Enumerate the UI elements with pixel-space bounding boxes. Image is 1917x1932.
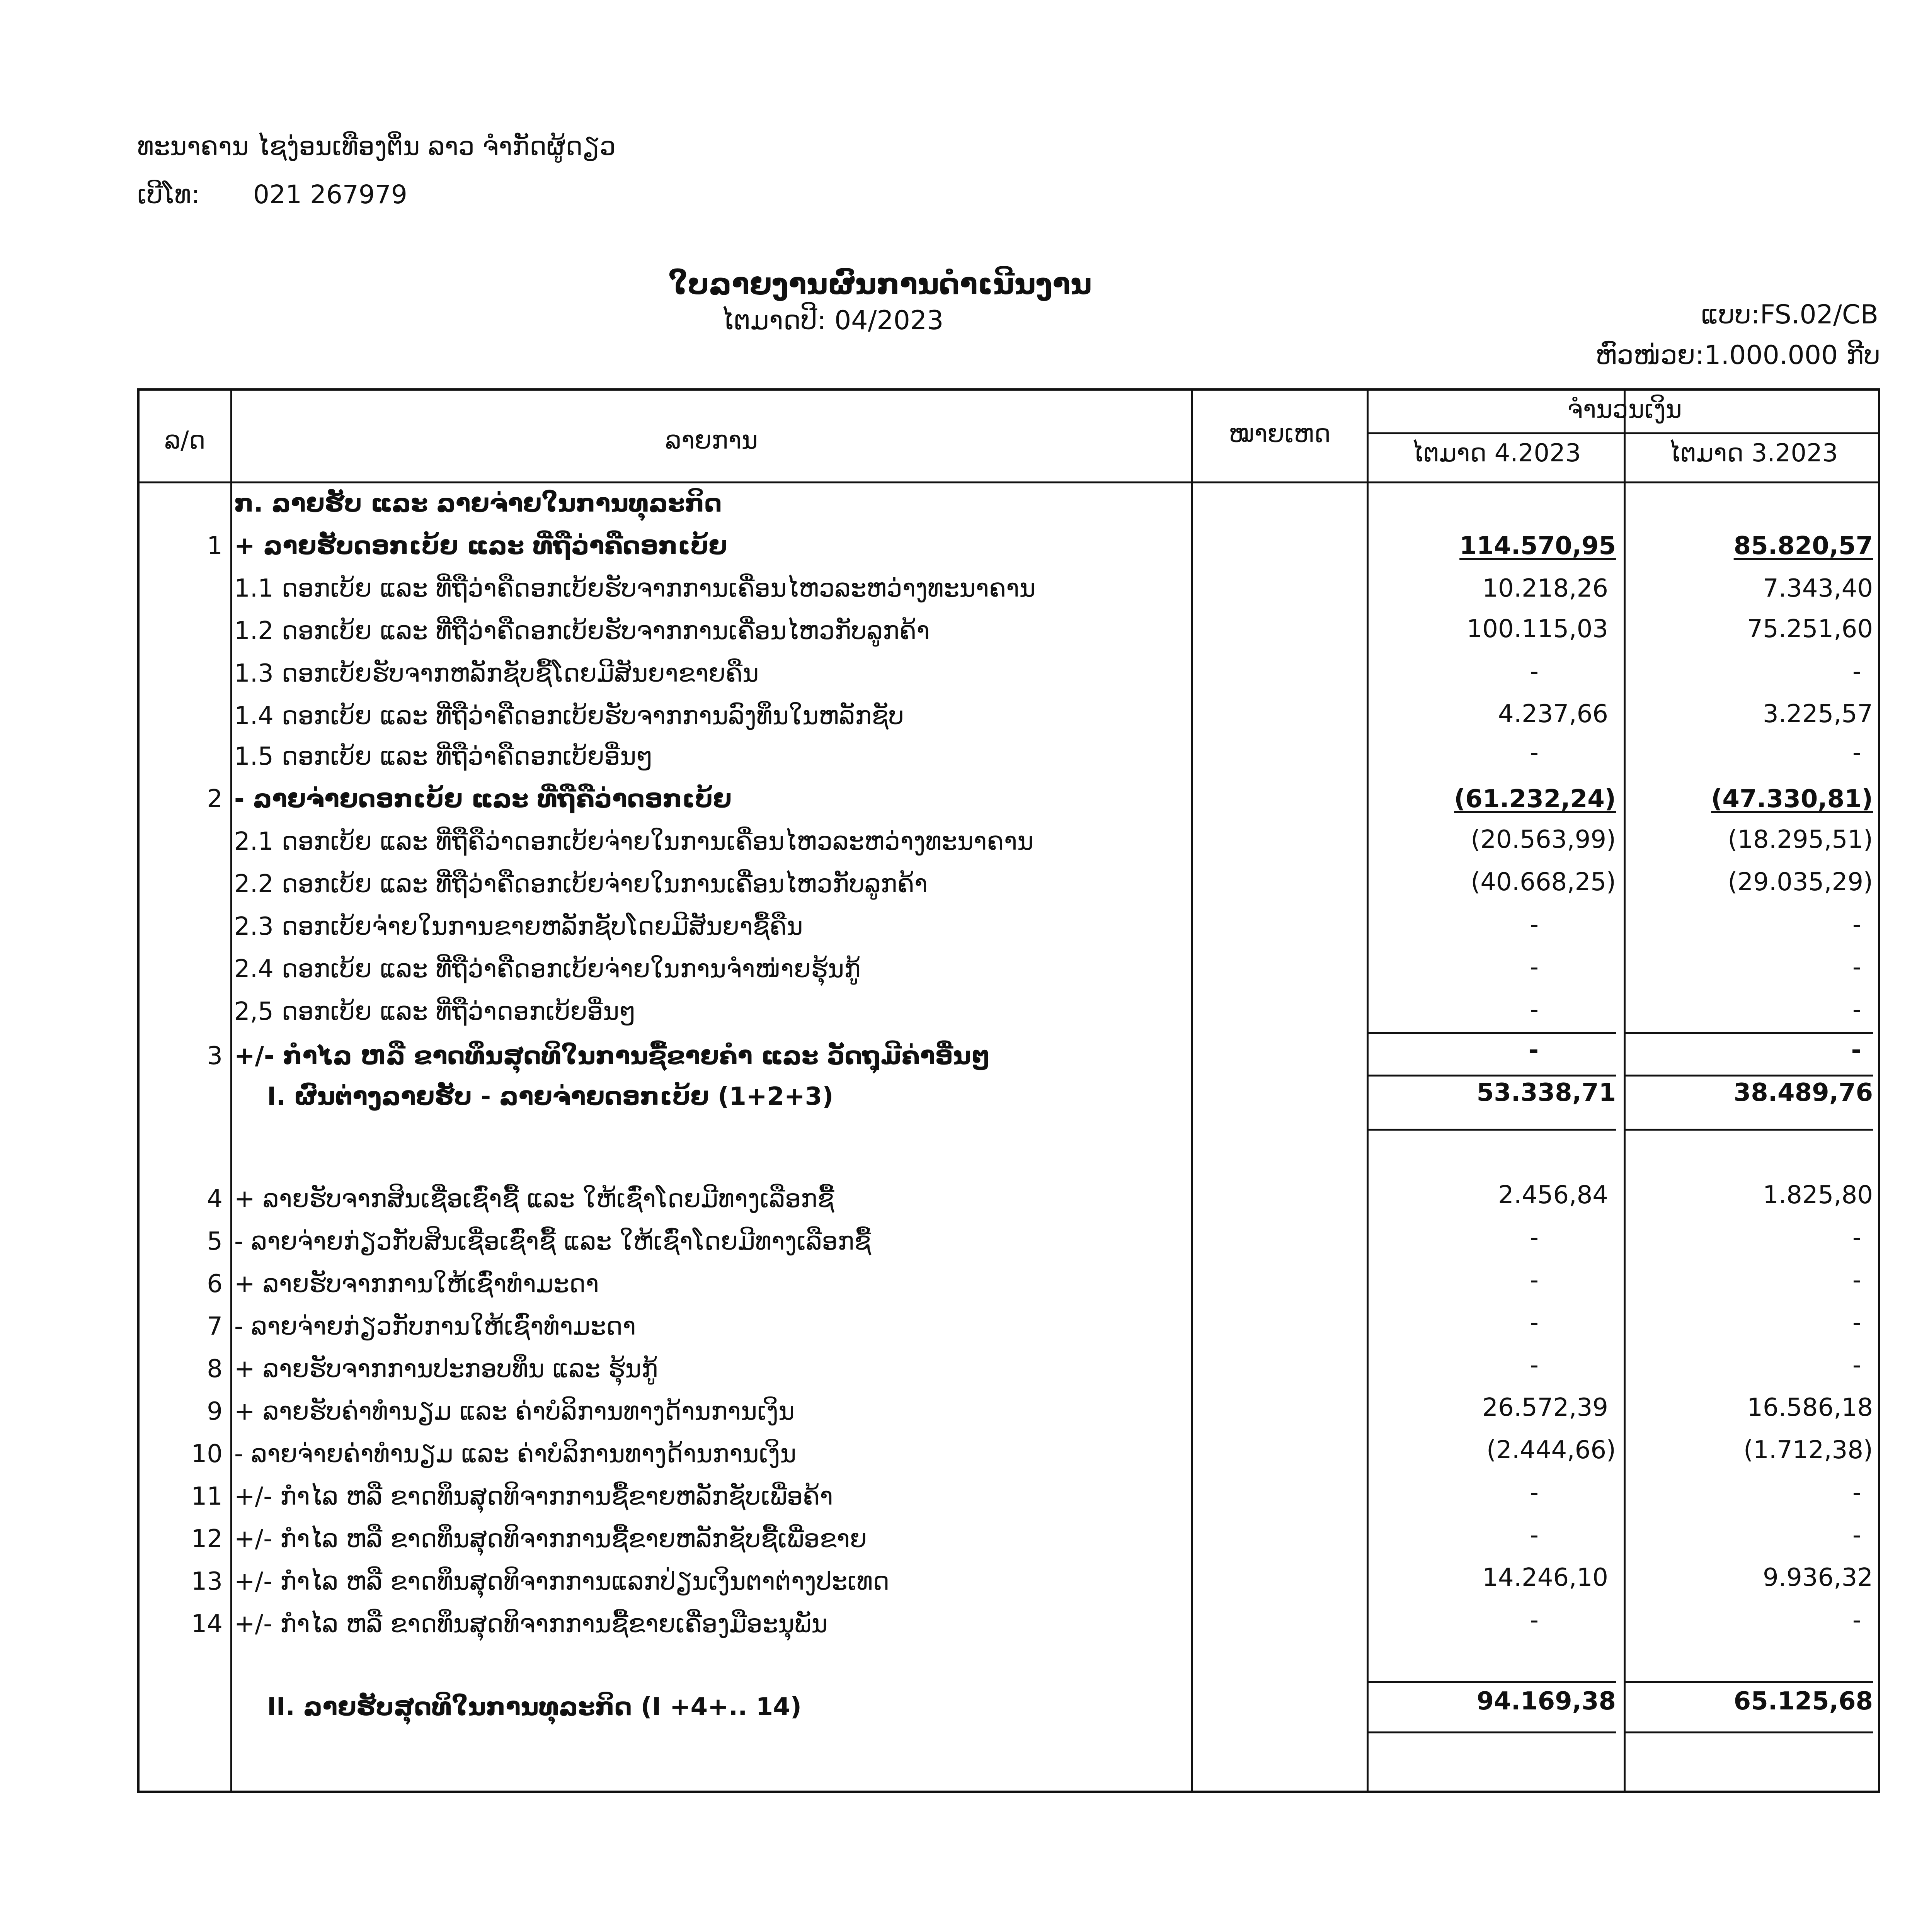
row-7-label: - ລາຍຈ່າຍກ່ຽວກັບການໃຫ້ເຊົ່າທຳມະດາ [234, 1312, 636, 1341]
row-2-5-q4: - [1529, 995, 1539, 1024]
report-period: ໄຕມາດປີ: 04/2023 [721, 305, 944, 336]
row-13-q4: 14.246,10 [1482, 1563, 1608, 1592]
row-11-no: 11 [191, 1482, 223, 1511]
unit-label: ຫົວໜ່ວຍ:1.000.000 ກີບ [1595, 340, 1880, 371]
row-10-q4: (2.444,66) [1486, 1436, 1616, 1464]
col-header-q3: ໄຕມາດ 3.2023 [1668, 439, 1838, 468]
col-header-q4: ໄຕມາດ 4.2023 [1411, 439, 1581, 468]
row-3-label: +/- ກຳໄລ ຫລື ຂາດທຶນສຸດທິໃນການຊື້ຂາຍຄຳ ແລະ ວັດຖຸມີຄ່າອື່ນໆ [234, 1042, 990, 1070]
row-6-q3: - [1852, 1266, 1861, 1294]
row-2-1-q4: (20.563,99) [1471, 825, 1616, 854]
row-1-5-label: 1.5 ດອກເບ້ຍ ແລະ ທີ່ຖືວ່າຄືດອກເບ້ຍອື່ນໆ [234, 742, 653, 771]
row-5-q4: - [1529, 1223, 1539, 1252]
row-4-q4: 2.456,84 [1498, 1181, 1608, 1209]
row-2-3-label: 2.3 ດອກເບ້ຍຈ່າຍໃນການຂາຍຫລັກຊັບໂດຍມີສັນຍາຊື້ຄືນ [234, 912, 803, 941]
row-1-label: + ລາຍຮັບດອກເບ້ຍ ແລະ ທີ່ຖືວ່າຄືດອກເບ້ຍ [234, 532, 727, 560]
subtotal-line-q4-a [1369, 1032, 1616, 1034]
header-split-line [1367, 432, 1878, 434]
row-9-no: 9 [207, 1397, 223, 1426]
row-11-q4: - [1529, 1478, 1539, 1507]
row-9-q4: 26.572,39 [1482, 1393, 1608, 1422]
row-2-5-q3: - [1852, 995, 1861, 1024]
phone-number: 021 267979 [253, 180, 407, 209]
row-1-3-q4: - [1529, 657, 1539, 686]
row-2-4-label: 2.4 ດອກເບ້ຍ ແລະ ທີ່ຖືວ່າຄືດອກເບ້ຍຈ່າຍໃນການຈຳໜ່າຍຮຸ້ນກູ້ [234, 955, 861, 983]
subtotal-line-q3-a [1626, 1032, 1873, 1034]
total-line-q4-b [1369, 1731, 1616, 1733]
row-9-label: + ລາຍຮັບຄ່າທຳນຽມ ແລະ ຄ່າບໍລິການທາງດ້ານການເງິນ [234, 1397, 795, 1426]
row-10-q3: (1.712,38) [1743, 1436, 1873, 1464]
row-1-3-label: 1.3 ດອກເບ້ຍຮັບຈາກຫລັກຊັບຊື້ໂດຍມີສັນຍາຂາຍຄືນ [234, 659, 759, 688]
row-1-5-q3: - [1852, 738, 1861, 767]
total-ii-q4: 94.169,38 [1476, 1687, 1616, 1716]
row-13-label: +/- ກຳໄລ ຫລື ຂາດທຶນສຸດທິຈາກການແລກປ່ຽນເງິນຕາຕ່າງປະເທດ [234, 1567, 890, 1596]
row-1-3-q3: - [1852, 657, 1861, 686]
row-7-q4: - [1529, 1308, 1539, 1337]
bank-name: ທະນາຄານ ໄຊງ່ອນເທືອງຕຶ່ນ ລາວ ຈຳກັດຜູ້ດຽວ [137, 131, 616, 161]
row-6-q4: - [1529, 1266, 1539, 1294]
row-12-q4: - [1529, 1521, 1539, 1549]
row-3-q3: - [1851, 1036, 1861, 1065]
row-1-q3: 85.820,57 [1733, 532, 1873, 560]
row-11-q3: - [1852, 1478, 1861, 1507]
row-1-1-q3: 7.343,40 [1763, 574, 1873, 603]
row-8-q3: - [1852, 1351, 1861, 1379]
subtotal-i-q4: 53.338,71 [1476, 1078, 1616, 1107]
row-1-4-q4: 4.237,66 [1498, 700, 1608, 728]
row-1-4-q3: 3.225,57 [1763, 700, 1873, 728]
row-13-q3: 9.936,32 [1763, 1563, 1873, 1592]
row-1-2-q4: 100.115,03 [1466, 615, 1608, 643]
col-divider-no [230, 391, 232, 1791]
row-6-no: 6 [207, 1270, 223, 1298]
row-2-2-label: 2.2 ດອກເບ້ຍ ແລະ ທີ່ຖືວ່າຄືດອກເບ້ຍຈ່າຍໃນການເຄື່ອນໄຫວກັບລູກຄ້າ [234, 870, 928, 898]
row-11-label: +/- ກຳໄລ ຫລື ຂາດທຶນສຸດທິຈາກການຊື້ຂາຍຫລັກຊັບເພື່ອຄ້າ [234, 1482, 833, 1511]
row-2-4-q3: - [1852, 953, 1861, 981]
report-title: ໃບລາຍງານຜົນການດຳເນີນງານ [669, 267, 1092, 301]
row-12-label: +/- ກຳໄລ ຫລື ຂາດທຶນສຸດທິຈາກການຊື້ຂາຍຫລັກຊັບຊື້ເພື່ອຂາຍ [234, 1525, 867, 1553]
row-8-q4: - [1529, 1351, 1539, 1379]
subtotal-line-q4-c [1369, 1129, 1616, 1131]
row-2-no: 2 [207, 785, 223, 813]
row-2-q4: (61.232,24) [1454, 785, 1616, 813]
row-1-no: 1 [207, 532, 223, 560]
row-12-no: 12 [191, 1525, 223, 1553]
row-10-label: - ລາຍຈ່າຍຄ່າທຳນຽມ ແລະ ຄ່າບໍລິການທາງດ້ານການເງິນ [234, 1440, 797, 1468]
col-header-note: ໝາຍເຫດ [1229, 420, 1331, 448]
row-section-a-label: ກ. ລາຍຮັບ ແລະ ລາຍຈ່າຍໃນການທຸລະກິດ [234, 489, 722, 518]
total-ii-label: II. ລາຍຮັບສຸດທິໃນການທຸລະກິດ (I +4+.. 14) [267, 1693, 802, 1721]
col-header-no: ລ/ດ [164, 426, 206, 455]
row-13-no: 13 [191, 1567, 223, 1596]
row-5-q3: - [1852, 1223, 1861, 1252]
subtotal-line-q3-b [1626, 1075, 1873, 1077]
total-line-q3-a [1626, 1681, 1873, 1683]
row-3-no: 3 [207, 1042, 223, 1070]
subtotal-i-q3: 38.489,76 [1733, 1078, 1873, 1107]
row-1-2-label: 1.2 ດອກເບ້ຍ ແລະ ທີ່ຖືວ່າຄືດອກເບ້ຍຮັບຈາກການເຄື່ອນໄຫວກັບລູກຄ້າ [234, 617, 930, 645]
row-1-4-label: 1.4 ດອກເບ້ຍ ແລະ ທີ່ຖືວ່າຄືດອກເບ້ຍຮັບຈາກການລົງທຶນໃນຫລັກຊັບ [234, 702, 904, 730]
col-header-item: ລາຍການ [665, 426, 758, 455]
row-10-no: 10 [191, 1440, 223, 1468]
row-1-q4: 114.570,95 [1459, 532, 1616, 560]
col-header-amount: ຈຳນວນເງິນ [1567, 395, 1682, 424]
row-2-4-q4: - [1529, 953, 1539, 981]
subtotal-i-label: I. ຜົນຕ່າງລາຍຮັບ - ລາຍຈ່າຍດອກເບ້ຍ (1+2+3) [267, 1082, 834, 1111]
row-2-3-q3: - [1852, 910, 1861, 939]
row-2-1-q3: (18.295,51) [1728, 825, 1873, 854]
row-2-1-label: 2.1 ດອກເບ້ຍ ແລະ ທີ່ຖືຄືວ່າດອກເບ້ຍຈ່າຍໃນການເຄື່ອນໄຫວລະຫວ່າງທະນາຄານ [234, 827, 1034, 856]
row-7-q3: - [1852, 1308, 1861, 1337]
row-2-q3: (47.330,81) [1711, 785, 1873, 813]
row-2-3-q4: - [1529, 910, 1539, 939]
subtotal-line-q3-c [1626, 1129, 1873, 1131]
row-8-label: + ລາຍຮັບຈາກການປະກອບທຶນ ແລະ ຮຸ້ນກູ້ [234, 1355, 658, 1383]
row-2-2-q3: (29.035,29) [1728, 868, 1873, 896]
row-2-2-q4: (40.668,25) [1471, 868, 1616, 896]
total-line-q4-a [1369, 1681, 1616, 1683]
total-line-q3-b [1626, 1731, 1873, 1733]
row-12-q3: - [1852, 1521, 1861, 1549]
row-5-label: - ລາຍຈ່າຍກ່ຽວກັບສິນເຊື່ອເຊົ່າຊື້ ແລະ ໃຫ້ເຊົ່າໂດຍມີທາງເລືອກຊື້ [234, 1227, 871, 1256]
row-2-5-label: 2,5 ດອກເບ້ຍ ແລະ ທີ່ຖືວ່າດອກເບ້ຍອື່ນໆ [234, 997, 636, 1026]
total-ii-q3: 65.125,68 [1733, 1687, 1873, 1716]
row-14-q3: - [1852, 1606, 1861, 1634]
row-1-1-label: 1.1 ດອກເບ້ຍ ແລະ ທີ່ຖືວ່າຄືດອກເບ້ຍຮັບຈາກການເຄື່ອນໄຫວລະຫວ່າງທະນາຄານ [234, 574, 1036, 603]
row-3-q4: - [1528, 1036, 1539, 1065]
header-bottom-line [140, 481, 1878, 483]
row-8-no: 8 [207, 1355, 223, 1383]
row-4-q3: 1.825,80 [1763, 1181, 1873, 1209]
row-4-label: + ລາຍຮັບຈາກສິນເຊື່ອເຊົ່າຊື້ ແລະ ໃຫ້ເຊົ່າໂດຍມີທາງເລືອກຊື້ [234, 1185, 834, 1213]
form-code: ແບບ:FS.02/CB [1701, 299, 1878, 330]
row-4-no: 4 [207, 1185, 223, 1213]
row-2-label: - ລາຍຈ່າຍດອກເບ້ຍ ແລະ ທີ່ຖືຄືວ່າດອກເບ້ຍ [234, 785, 732, 813]
subtotal-line-q4-b [1369, 1075, 1616, 1077]
row-1-5-q4: - [1529, 738, 1539, 767]
row-7-no: 7 [207, 1312, 223, 1341]
row-14-q4: - [1529, 1606, 1539, 1634]
col-divider-item [1191, 391, 1193, 1791]
income-statement-table [137, 388, 1880, 1793]
row-6-label: + ລາຍຮັບຈາກການໃຫ້ເຊົ່າທຳມະດາ [234, 1270, 599, 1298]
row-1-2-q3: 75.251,60 [1747, 615, 1873, 643]
phone-label: ເບີໂທ: [137, 180, 200, 209]
row-14-no: 14 [191, 1610, 223, 1638]
row-5-no: 5 [207, 1227, 223, 1256]
row-14-label: +/- ກຳໄລ ຫລື ຂາດທຶນສຸດທິຈາກການຊື້ຂາຍເຄື່ອງມືອະນຸພັນ [234, 1610, 828, 1638]
row-9-q3: 16.586,18 [1747, 1393, 1873, 1422]
row-1-1-q4: 10.218,26 [1482, 574, 1608, 603]
